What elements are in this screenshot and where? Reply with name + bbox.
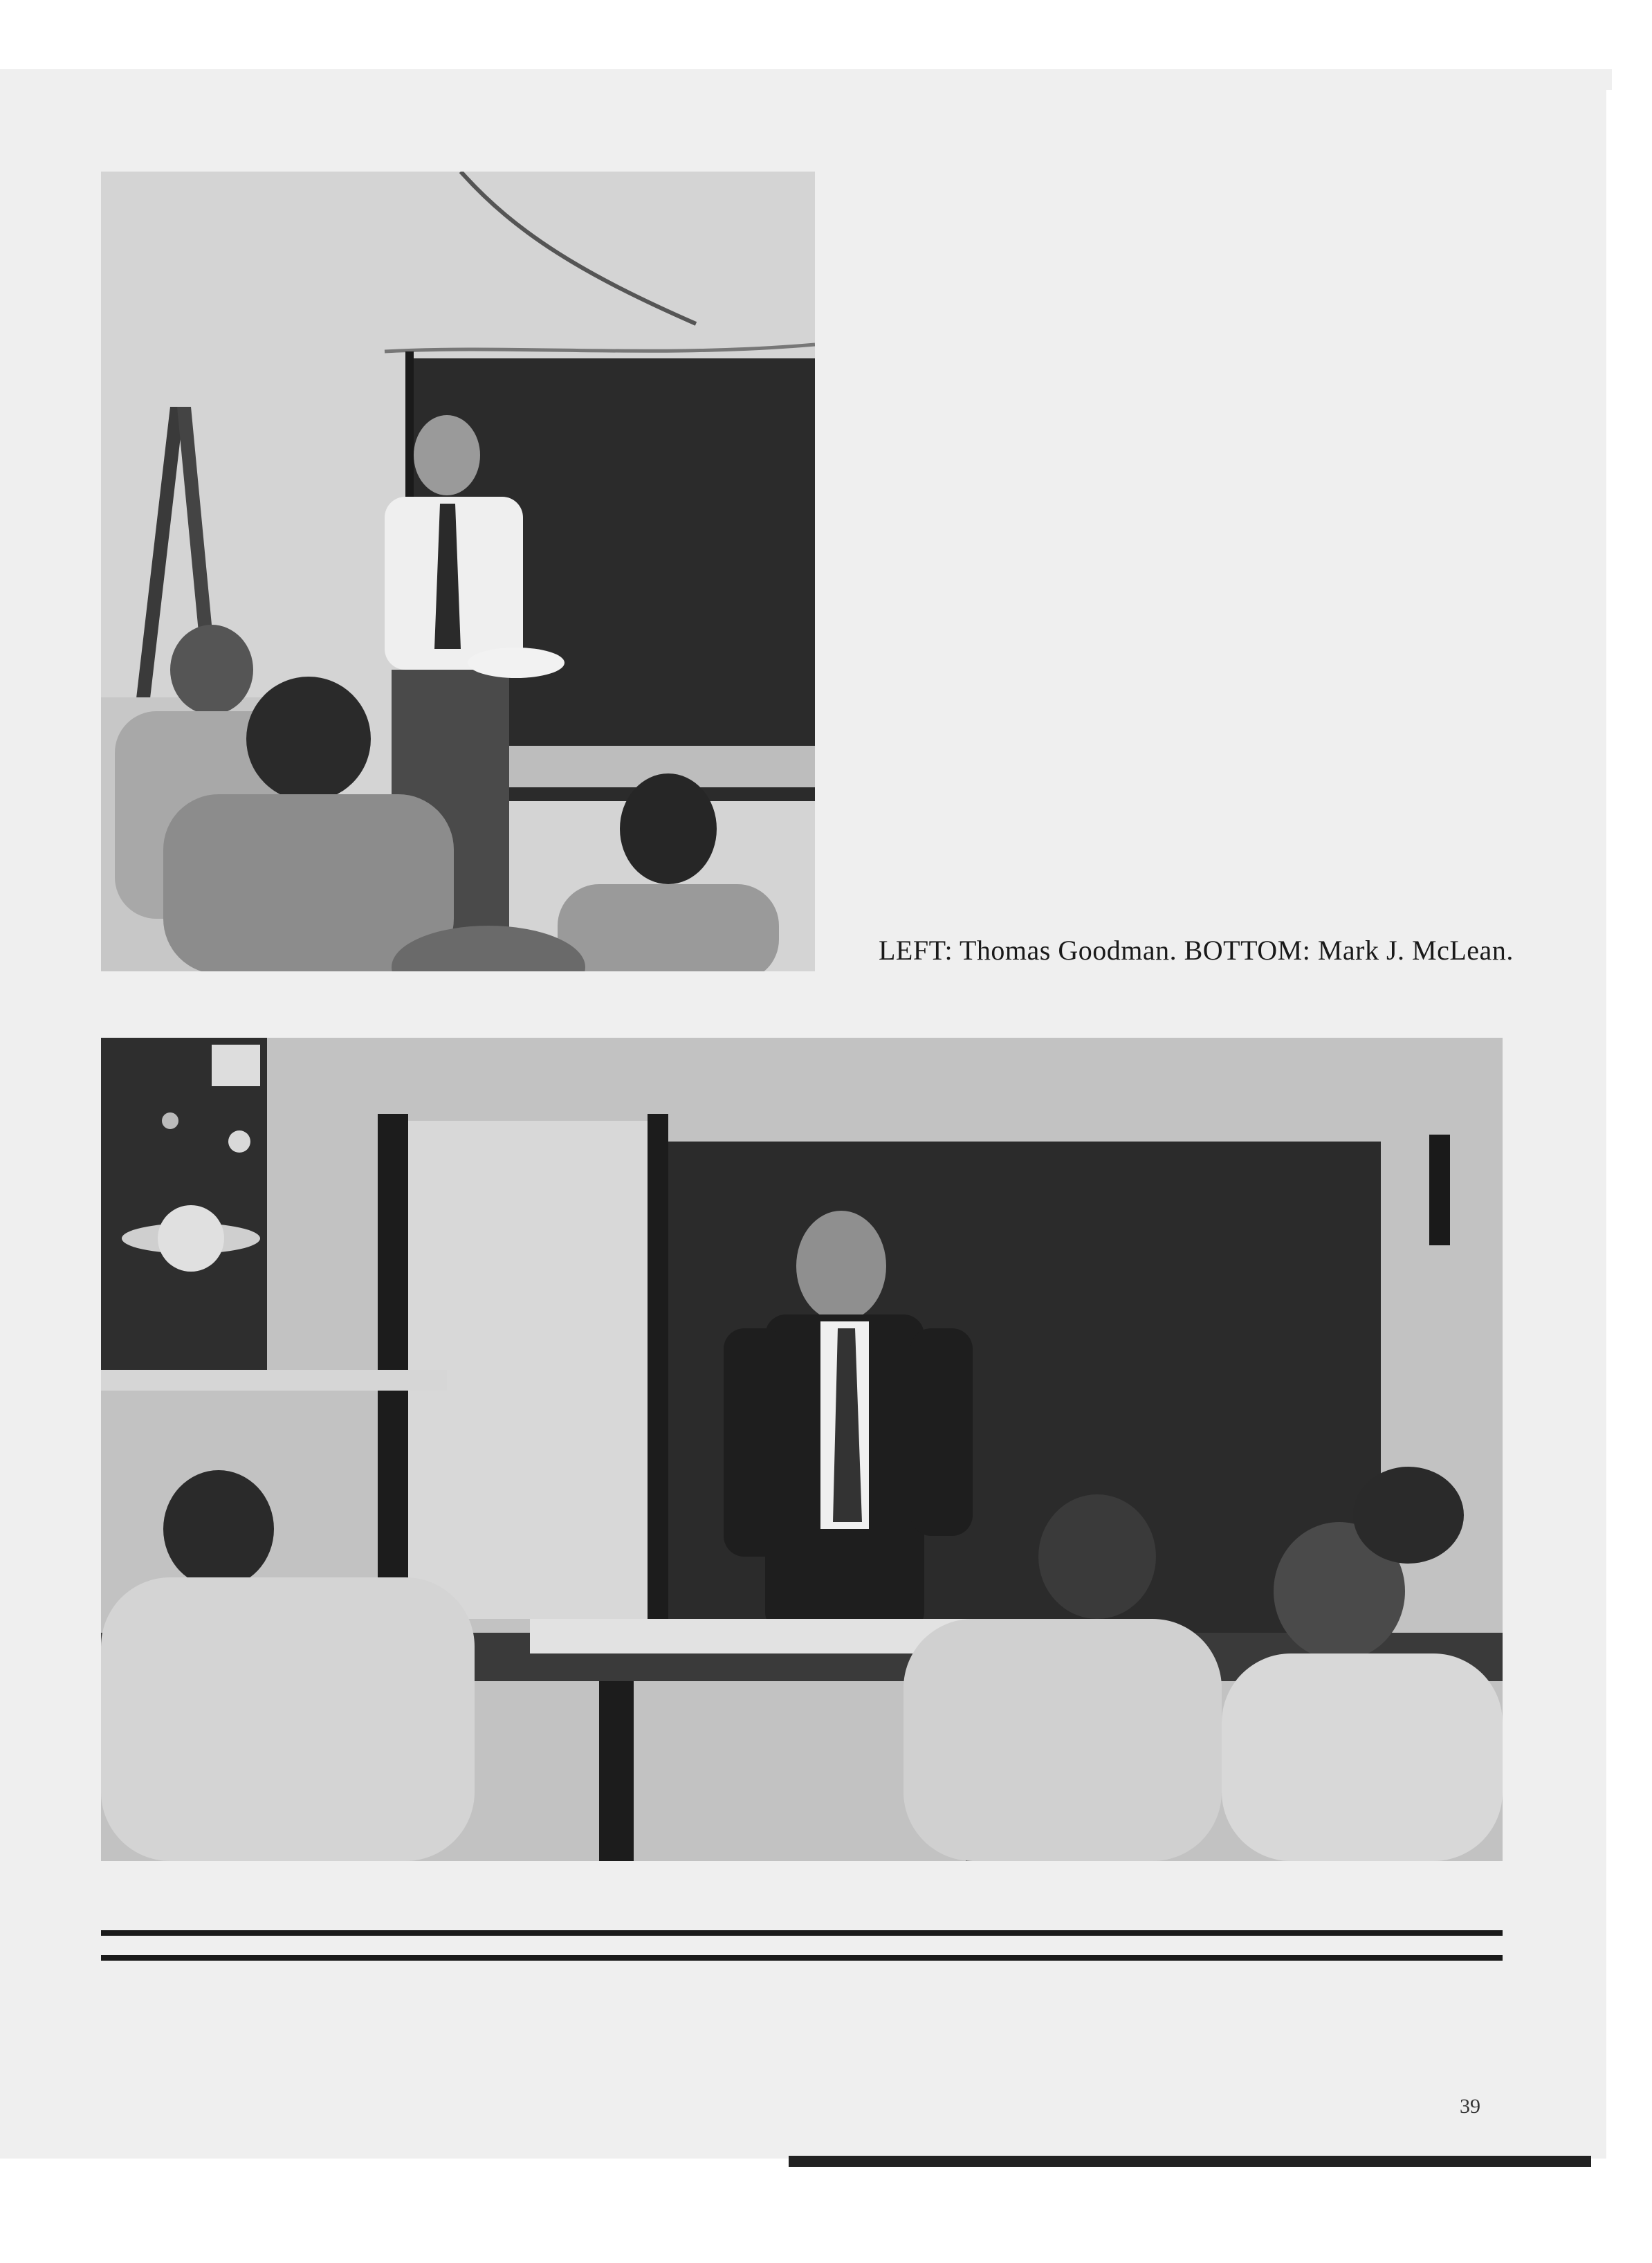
photo-caption: LEFT: Thomas Goodman. BOTTOM: Mark J. McLean. bbox=[879, 935, 1514, 966]
page-number: 39 bbox=[1460, 2095, 1480, 2118]
divider-rule-bottom bbox=[101, 1955, 1503, 1961]
photo-bottom-illustration bbox=[101, 1038, 1503, 1861]
photo-mark-mclean bbox=[101, 1038, 1503, 1861]
photo-thomas-goodman bbox=[101, 172, 815, 971]
photo-top-illustration bbox=[101, 172, 815, 971]
page-edge bbox=[1606, 90, 1613, 2262]
scan-edge-bar bbox=[789, 2156, 1591, 2167]
divider-rule-top bbox=[101, 1930, 1503, 1936]
